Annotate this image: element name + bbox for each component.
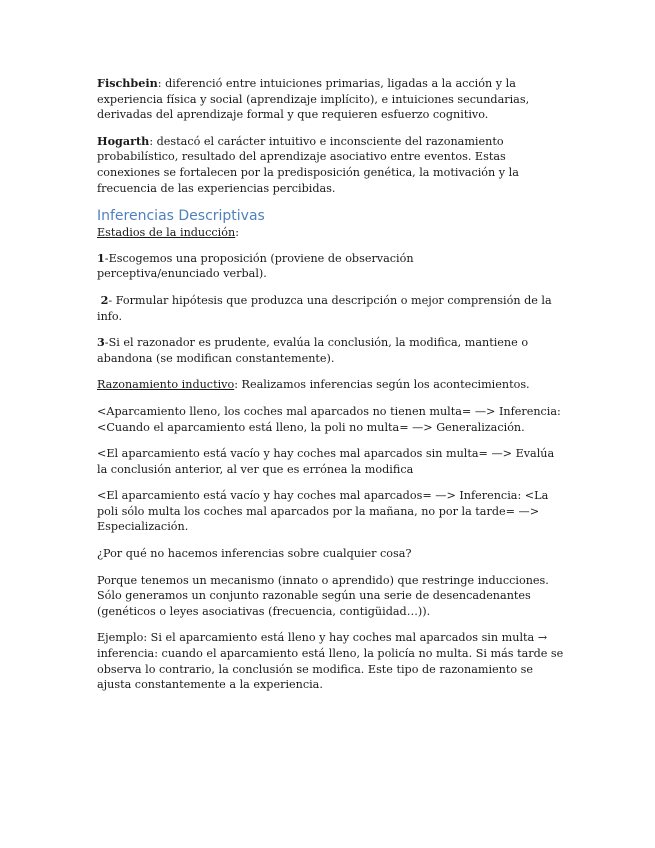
answer-paragraph: Porque tenemos un mecanismo (innato o aprendido) que restringe inducciones. Sólo generamos un conjunto razonable según una serie de desencadenantes (genéticos o leyes asociativas (frecuencia, contigüidad…)). [97, 573, 549, 618]
hogarth-paragraph [97, 134, 567, 196]
stage-3-text: -Si el razonador es prudente, evalúa la conclusión, la modifica, mantiene o abandona (se modifican constantemente). [97, 336, 529, 365]
inductive-paragraph [97, 377, 567, 393]
example-specialization: <El aparcamiento está vacío y hay coches mal aparcados= —> Inferencia: <La poli sólo multa los coches mal aparcados por la mañana, no por la tarde= —> Especialización. [97, 489, 549, 534]
stages-title-colon: : [235, 226, 239, 240]
question-paragraph: ¿Por qué no hacemos inferencias sobre cualquier cosa? [97, 547, 412, 561]
stage-2 [97, 293, 567, 324]
stage-1 [97, 251, 442, 282]
hogarth-name: Hogarth [97, 133, 150, 148]
example-paragraph: Ejemplo: Si el aparcamiento está lleno y hay coches mal aparcados sin multa → inferencia: cuando el aparcamiento está lleno, la policía no multa. Si más tarde se observa lo contrario, la conclusión se modifica. Este tipo de razonamiento se ajusta constantemente a la experiencia. [97, 631, 564, 692]
fischbein-name: Fischbein [97, 76, 158, 90]
stage-2-number: 2 [100, 292, 109, 307]
document-page [97, 76, 567, 704]
fischbein-paragraph [97, 76, 567, 123]
inductive-text: : Realizamos inferencias según los acontecimientos. [234, 378, 530, 392]
section-heading: Inferencias Descriptivas [97, 208, 265, 225]
example-generalization: <Aparcamiento lleno, los coches mal aparcados no tienen multa= —> Inferencia: <Cuando el aparcamiento está lleno, la poli no multa= —> Generalización. [97, 404, 561, 434]
stage-1-text: -Escogemos una proposición (proviene de observación perceptiva/enunciado verbal). [97, 251, 414, 281]
stage-1-number: 1 [97, 250, 105, 265]
stages-title-text: Estadios de la inducción [97, 226, 236, 240]
stage-3-number: 3 [97, 335, 105, 350]
stages-title [97, 225, 567, 241]
example-evaluation: <El aparcamiento está vacío y hay coches mal aparcados sin multa= —> Evalúa la conclusión anterior, al ver que es errónea la modifica [97, 447, 555, 476]
stage-2-text: - Formular hipótesis que produzca una descripción o mejor comprensión de la info. [97, 293, 552, 323]
inductive-title: Razonamiento inductivo [97, 378, 235, 392]
fischbein-text: : diferenció entre intuiciones primarias, ligadas a la acción y la experiencia física y social (aprendizaje implícito), e intuiciones secundarias, derivadas del aprendizaje formal y que requieren esfuerzo cognitivo. [97, 77, 530, 122]
stage-3 [97, 335, 567, 366]
hogarth-text: : destacó el carácter intuitivo e inconsciente del razonamiento probabilístico, resultado del aprendizaje asociativo entre eventos. Estas conexiones se fortalecen por la predisposición genética, la motivación y la frecuencia de las experiencias percibidas. [97, 134, 519, 195]
